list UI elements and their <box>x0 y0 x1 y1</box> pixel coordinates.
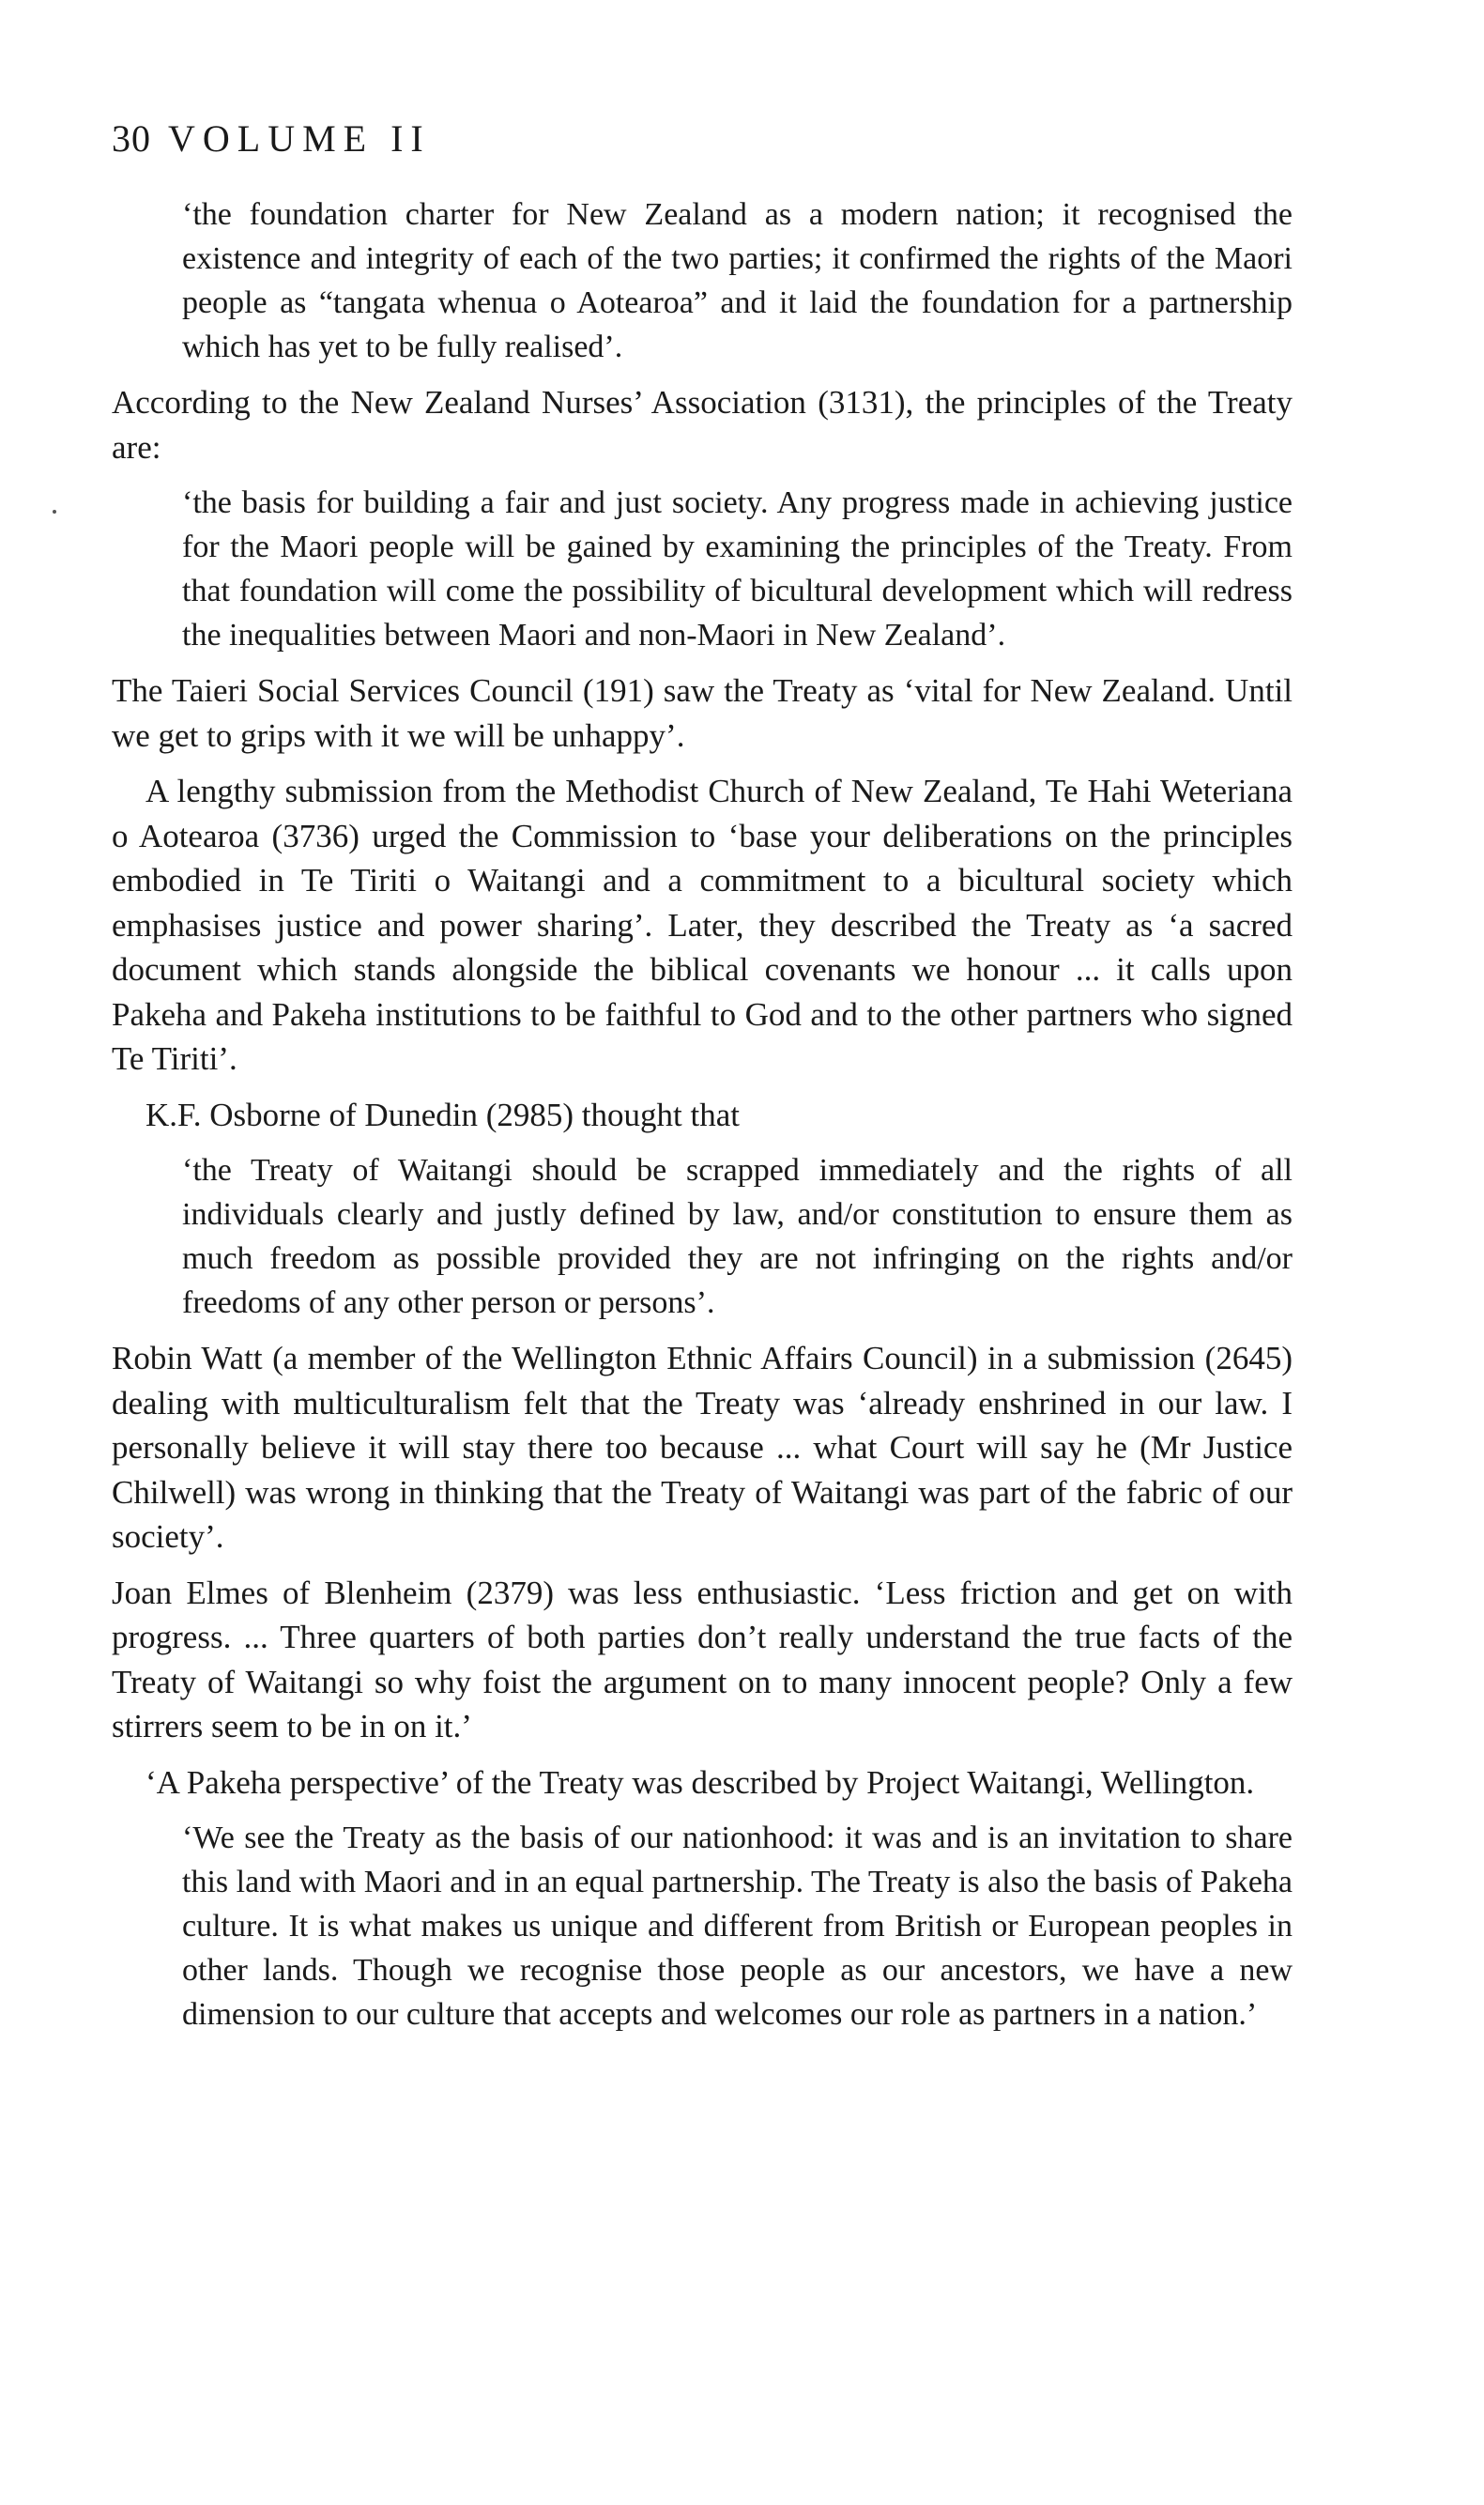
paragraph-joan-elmes: Joan Elmes of Blenheim (2379) was less enthusiastic. ‘Less friction and get on with progress. ... Three quarters of both parties don’t really understand the true facts of the Treaty of Waitangi so why foist the argument on to many innocent people? Only a few stirrers seem to be in on it.’ <box>112 1574 1293 1744</box>
margin-mark <box>53 510 56 514</box>
paragraph-project-waitangi: ‘A Pakeha perspective’ of the Treaty was described by Project Waitangi, Wellington. <box>145 1763 1255 1801</box>
quote-osborne: ‘the Treaty of Waitangi should be scrapped immediately and the rights of all individuals clearly and justly defined by law, and/or constitution to ensure them as much freedom as possible provided they are not infringing on the rights and/or freedoms of any other person or persons’. <box>182 1153 1293 1320</box>
volume-title: VOLUME II <box>168 117 431 160</box>
paragraph-taieri-council: The Taieri Social Services Council (191) saw the Treaty as ‘vital for New Zealand. Until we get to grips with it we will be unhappy’. <box>112 672 1293 754</box>
paragraph-nurses-association: According to the New Zealand Nurses’ Association (3131), the principles of the Treaty are: <box>112 384 1293 466</box>
paragraph-methodist-church: A lengthy submission from the Methodist Church of New Zealand, Te Hahi Weteriana o Aotearoa (3736) urged the Commission to ‘base your deliberations on the principles embodied in Te Tiriti o Waitangi and a commitment to a bicultural society which emphasises justice and power sharing’. Later, they described the Treaty as ‘a sacred document which stands alongside the biblical covenants we honour ... it calls upon Pakeha and Pakeha institutions to be faithful to God and to the other partners who signed Te Tiriti’. <box>112 773 1293 1077</box>
running-head <box>112 111 431 167</box>
page-number: 30 <box>112 117 151 160</box>
quote-pakeha-perspective: ‘We see the Treaty as the basis of our nationhood: it was and is an invitation to share this land with Maori and in an equal partnership. The Treaty is also the basis of Pakeha culture. It is what makes us unique and different from British or European peoples in other lands. Though we recognise those people as our ancestors, we have a new dimension to our culture that accepts and welcomes our role as partners in a nation.’ <box>182 1821 1293 2032</box>
paragraph-robin-watt: Robin Watt (a member of the Wellington Ethnic Affairs Council) in a submission (2645) dealing with multiculturalism felt that the Treaty was ‘already enshrined in our law. I personally believe it will stay there too because ... what Court will say he (Mr Justice Chilwell) was wrong in thinking that the Treaty of Waitangi was part of the fabric of our society’. <box>112 1340 1293 1555</box>
paragraph-osborne: K.F. Osborne of Dunedin (2985) thought that <box>145 1096 740 1133</box>
quote-nurses-association: ‘the basis for building a fair and just society. Any progress made in achieving justice for the Maori people will be gained by examining the principles of the Treaty. From that foundation will come the possibility of bicultural development which will redress the inequalities between Maori and non-Maori in New Zealand’. <box>182 485 1293 653</box>
body-text <box>112 192 1293 2048</box>
quote-foundation-charter: ‘the foundation charter for New Zealand as a modern nation; it recognised the existence and integrity of each of the two parties; it confirmed the rights of the Maori people as “tangata whenua o Aotearoa” and it laid the foundation for a partnership which has yet to be fully realised’. <box>182 197 1293 364</box>
